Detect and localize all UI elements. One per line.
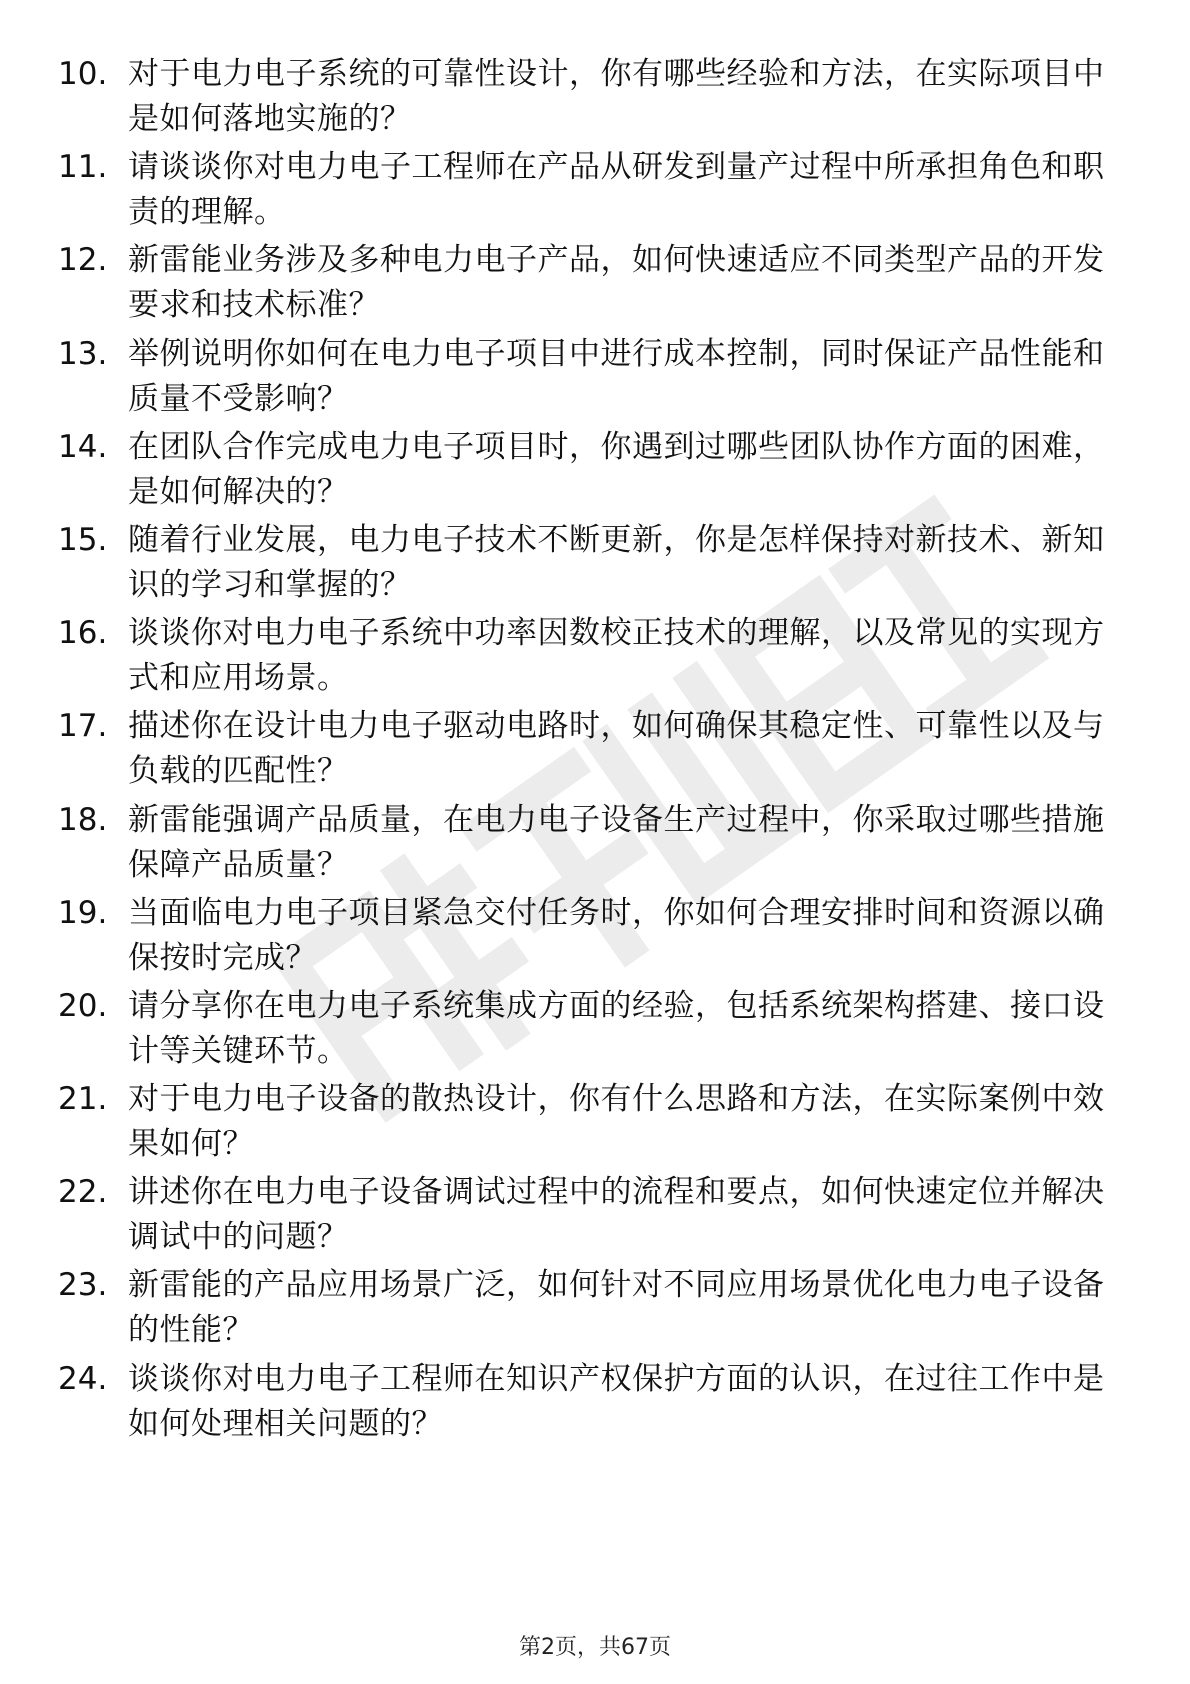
question-item — [58, 238, 1118, 331]
question-item — [58, 518, 1118, 611]
question-number: 19. — [58, 894, 108, 931]
question-item — [58, 611, 1118, 704]
question-number: 23. — [58, 1267, 108, 1304]
question-number: 13. — [58, 335, 108, 372]
question-text: 对于电力电子系统的可靠性设计，你有哪些经验和方法，在实际项目中是如何落地实施的？ — [128, 56, 1105, 137]
question-text: 新雷能业务涉及多种电力电子产品，如何快速适应不同类型产品的开发要求和技术标准？ — [128, 242, 1105, 324]
question-item — [58, 1077, 1118, 1170]
question-text: 随着行业发展，电力电子技术不断更新，你是怎样保持对新技术、新知识的学习和掌握的？ — [128, 521, 1105, 603]
question-item — [58, 1170, 1118, 1263]
question-item — [58, 145, 1118, 238]
question-list — [58, 52, 1118, 1450]
question-item — [58, 1357, 1118, 1450]
question-text: 谈谈你对电力电子工程师在知识产权保护方面的认识，在过往工作中是如何处理相关问题的？ — [128, 1360, 1105, 1442]
question-item — [58, 52, 1118, 145]
question-number: 12. — [58, 242, 108, 279]
page-number-label: 第2页，共67页 — [519, 1635, 671, 1660]
question-number: 20. — [58, 987, 108, 1024]
question-text: 当面临电力电子项目紧急交付任务时，你如何合理安排时间和资源以确保按时完成？ — [128, 894, 1105, 976]
question-item — [58, 425, 1118, 518]
question-number: 18. — [58, 801, 108, 838]
question-number: 17. — [58, 708, 108, 745]
question-item — [58, 984, 1118, 1077]
question-number: 24. — [58, 1360, 108, 1397]
question-item — [58, 891, 1118, 984]
question-text: 请分享你在电力电子系统集成方面的经验，包括系统架构搭建、接口设计等关键环节。 — [128, 987, 1105, 1069]
question-text: 谈谈你对电力电子系统中功率因数校正技术的理解，以及常见的实现方式和应用场景。 — [128, 615, 1105, 697]
question-item — [58, 1263, 1118, 1356]
question-text: 新雷能强调产品质量，在电力电子设备生产过程中，你采取过哪些措施保障产品质量？ — [128, 801, 1105, 883]
question-number: 10. — [58, 56, 108, 92]
question-item — [58, 704, 1118, 797]
page-footer — [0, 1634, 1190, 1662]
question-number: 22. — [58, 1174, 108, 1211]
question-number: 21. — [58, 1081, 108, 1118]
question-number: 14. — [58, 428, 108, 465]
question-text: 在团队合作完成电力电子项目时，你遇到过哪些团队协作方面的困难，是如何解决的？ — [128, 428, 1105, 510]
question-number: 11. — [58, 149, 108, 186]
question-number: 15. — [58, 521, 108, 558]
question-text: 描述你在设计电力电子驱动电路时，如何确保其稳定性、可靠性以及与负载的匹配性？ — [128, 708, 1105, 790]
question-item — [58, 798, 1118, 891]
question-text: 举例说明你如何在电力电子项目中进行成本控制，同时保证产品性能和质量不受影响？ — [128, 335, 1105, 417]
question-text: 讲述你在电力电子设备调试过程中的流程和要点，如何快速定位并解决调试中的问题？ — [128, 1174, 1105, 1256]
question-text: 新雷能的产品应用场景广泛，如何针对不同应用场景优化电力电子设备的性能？ — [128, 1267, 1105, 1349]
question-number: 16. — [58, 615, 108, 652]
question-text: 对于电力电子设备的散热设计，你有什么思路和方法，在实际案例中效果如何？ — [128, 1081, 1105, 1163]
question-text: 请谈谈你对电力电子工程师在产品从研发到量产过程中所承担角色和职责的理解。 — [128, 149, 1105, 231]
question-item — [58, 332, 1118, 425]
